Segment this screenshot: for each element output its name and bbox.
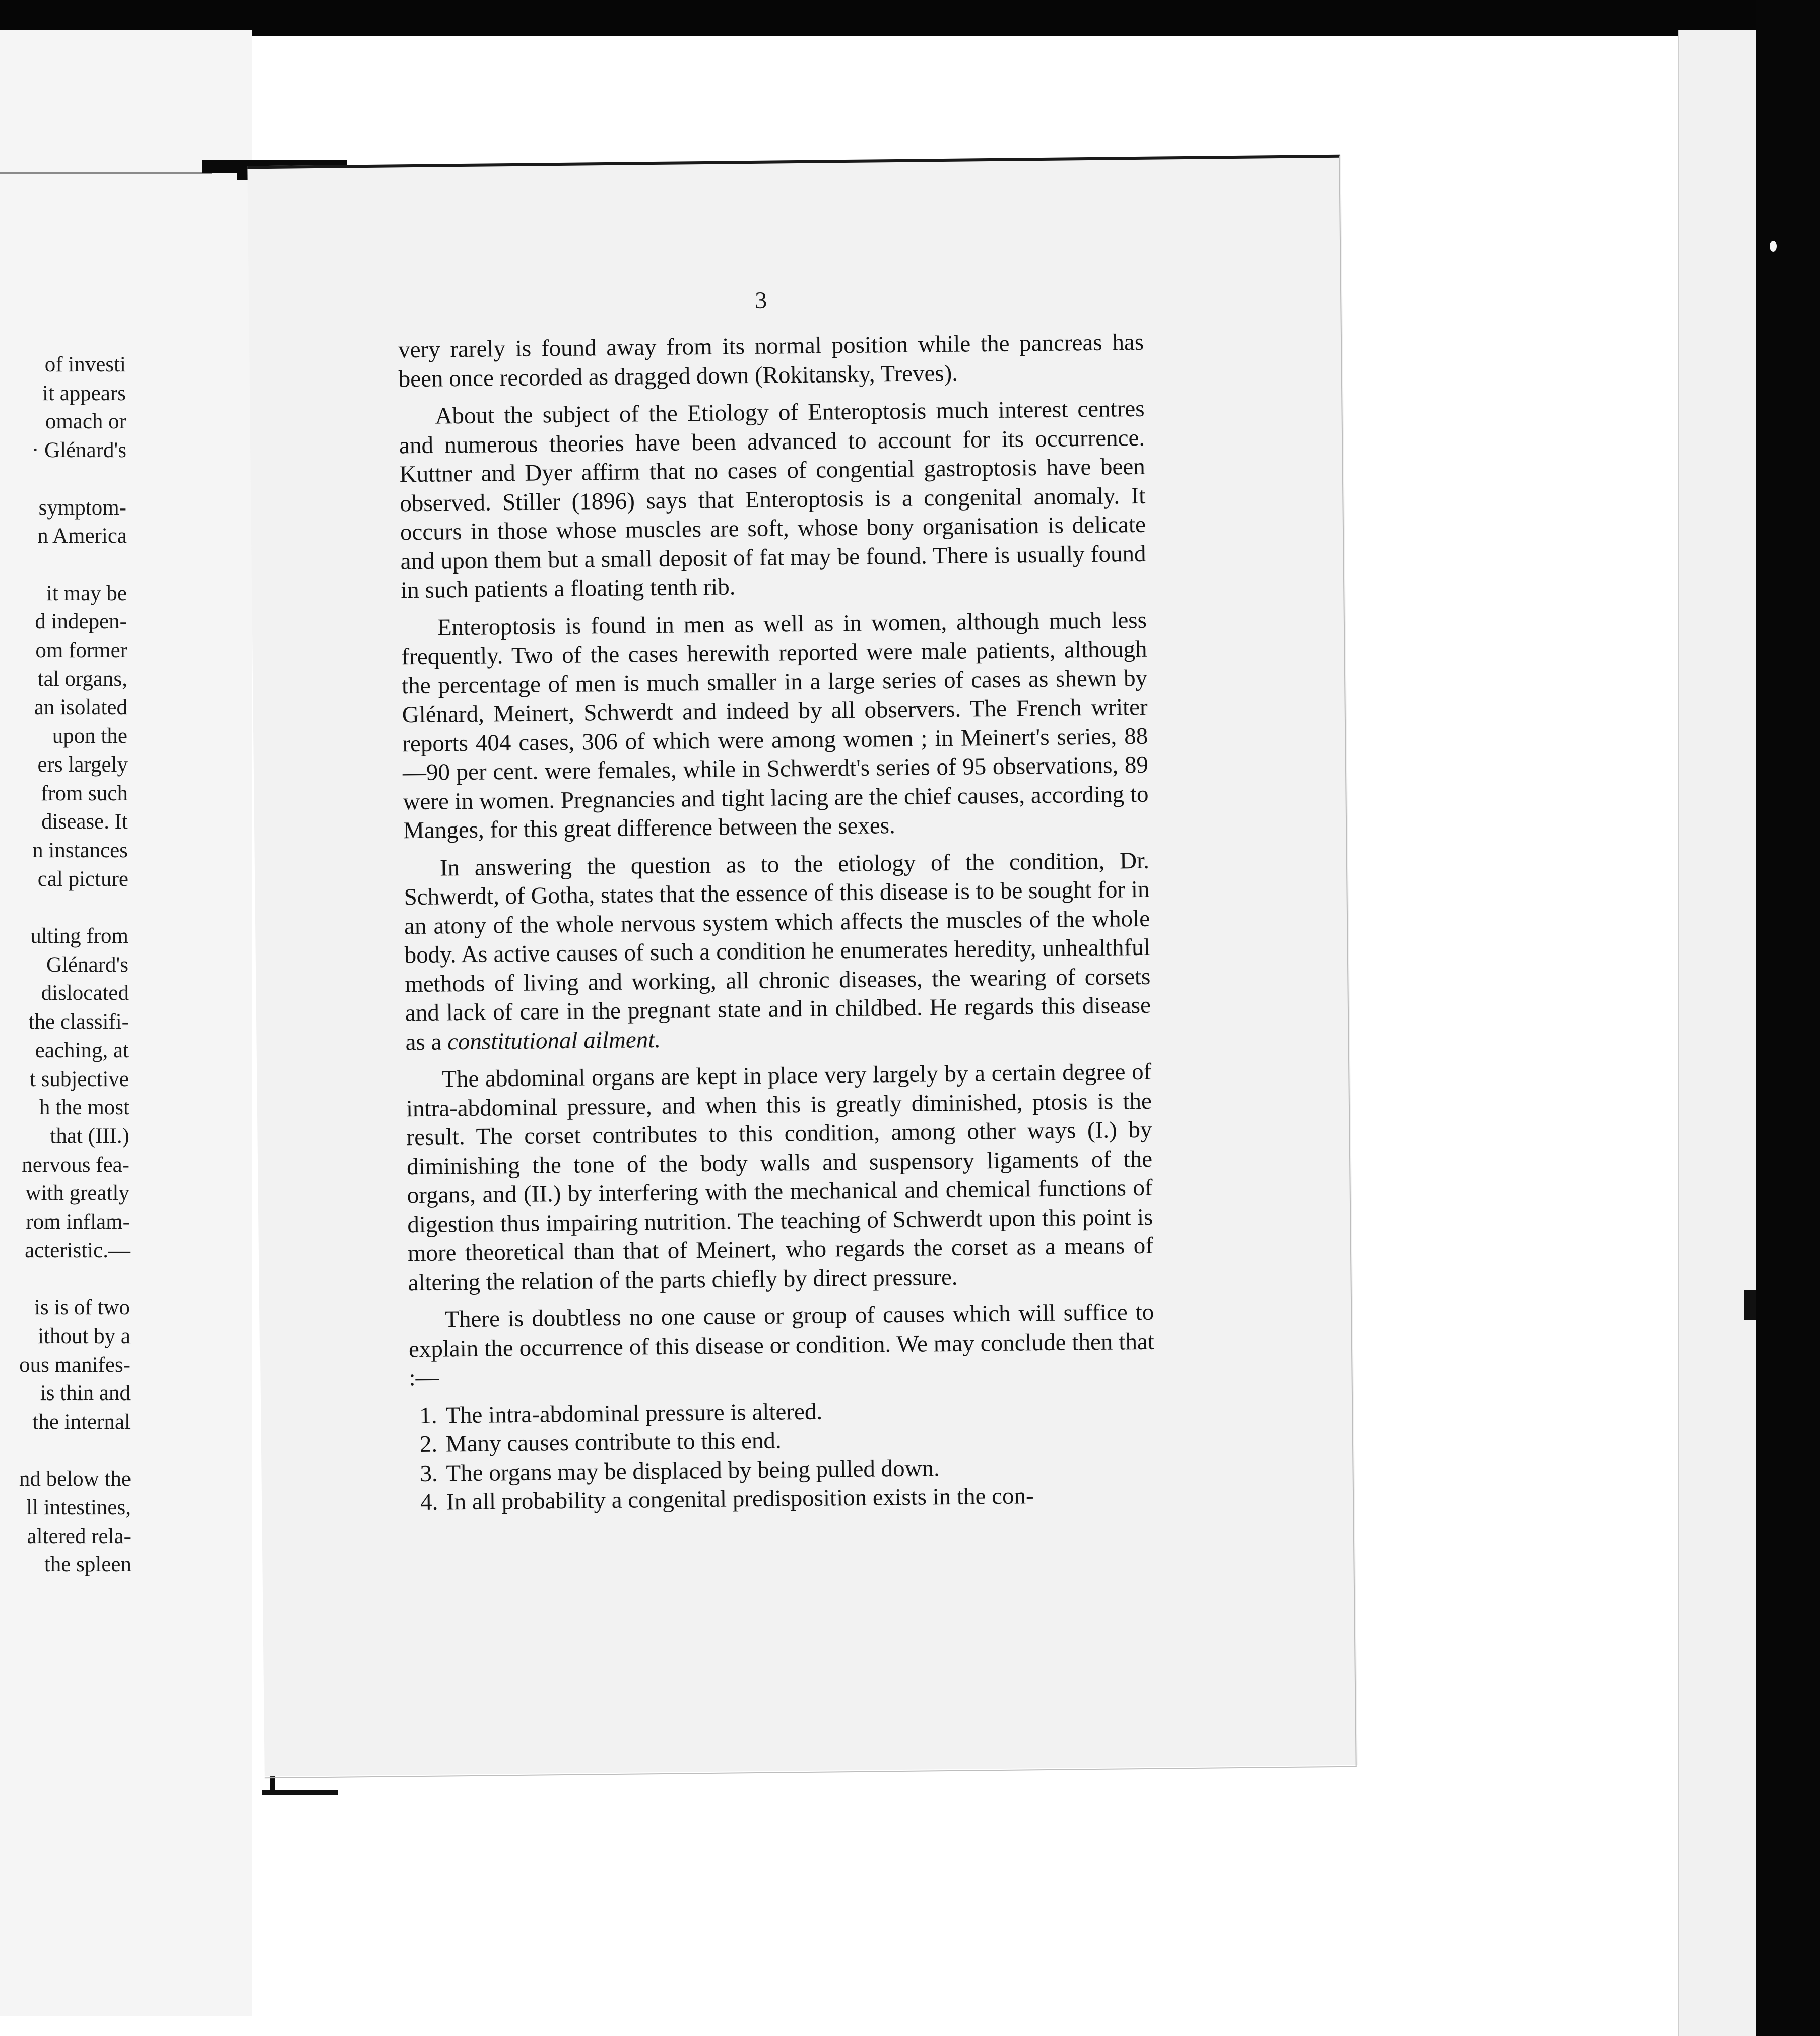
paragraph-text: In answering the question as to the etiology of the condition, Dr. Schwerdt, of Gotha, states that the essence of this disease is to be sought for in an atony of the whole nervous system which affects the muscles of the whole body. As active causes of such a condition he enumerates heredity, unhealthful methods of living and working, all chronic diseases, the wearing of corsets and lack of care in the pregnant state and in childbed. He regards this disease as a (404, 847, 1151, 1055)
left-page-line: it appears (42, 381, 126, 405)
list-number: 3. (420, 1460, 438, 1487)
dust-speck (1770, 241, 1777, 252)
scan-border-right (1756, 0, 1820, 2036)
document-page (247, 155, 1357, 1777)
left-page-line: n America (37, 524, 127, 548)
italic-phrase: constitutional ailment. (447, 1026, 661, 1055)
left-page-line: with greatly (25, 1181, 129, 1205)
left-page-line: nervous fea- (22, 1153, 129, 1177)
paragraph (404, 846, 1151, 1057)
left-page-line: rom inflam- (26, 1210, 130, 1234)
list-number: 4. (420, 1489, 438, 1516)
list-text: In all probability a congenital predisposition exists in the con- (446, 1483, 1034, 1515)
adjacent-page-edge (1678, 30, 1757, 2036)
left-page-line: upon the (52, 724, 127, 748)
left-page-line: is thin and (40, 1381, 131, 1405)
list-text: Many causes contribute to this end. (445, 1427, 782, 1457)
page-number: 3 (754, 287, 767, 314)
list-number: 1. (419, 1402, 437, 1429)
binding-foot (262, 1790, 338, 1795)
list-text: The intra-abdominal pressure is altered. (445, 1398, 823, 1428)
left-page-line: d indepen- (35, 610, 127, 633)
left-page-line: acteristic.— (25, 1239, 130, 1262)
left-page-line: it may be (46, 582, 127, 605)
list-text: The organs may be displaced by being pulled down. (446, 1454, 940, 1486)
left-page-line: the spleen (44, 1553, 132, 1576)
left-page-line: ulting from (30, 924, 128, 948)
adjacent-page-mark (1744, 1290, 1756, 1320)
left-page-line: · Glénard's (31, 438, 126, 462)
left-page-line: ous manifes- (19, 1353, 131, 1377)
left-page-line: is is of two (34, 1296, 130, 1319)
left-page-line: of investi (44, 353, 126, 376)
paragraph: Enteroptosis is found in men as well as in women, although much less frequently. Two of the cases herewith reported were male patients, although the percentage of men is much smaller in a large series of cases as shewn by Glénard, Meinert, Schwerdt and indeed by all observers. The French writer reports 404 cases, 306 of which were among women ; in Meinert's series, 88—90 per cent. were females, while in Schwerdt's series of 95 observations, 89 were in women. Pregnancies and tight lacing are the chief causes, according to Manges, for this great difference between the sexes. (401, 607, 1149, 844)
left-page-line: omach or (45, 410, 126, 433)
left-page-line: dislocated (41, 981, 129, 1005)
left-facing-page (0, 30, 252, 2016)
left-page-line: an isolated (34, 695, 127, 719)
left-page-line: tal organs, (37, 667, 127, 691)
left-page-line: the classifi- (28, 1010, 129, 1034)
left-page-line: Glénard's (46, 953, 128, 977)
paragraph: The abdominal organs are kept in place very largely by a certain degree of intra-abdominal pressure, and when this is greatly diminished, ptosis is the result. The corset contributes to this condition, among other ways (I.) by diminishing the tone of the body walls and suspensory ligaments of the organs, and (II.) by interfering with the mechanical and chemical functions of digestion thus impairing nutrition. The teaching of Schwerdt upon this point is more theoretical than that of Meinert, who regards the corset as a means of altering the relation of the parts chiefly by direct pressure. (406, 1058, 1154, 1296)
left-page-line: nd below the (19, 1467, 131, 1491)
paragraph: About the subject of the Etiology of Enteroptosis much interest centres and numerous theories have been advanced to account for its occurrence. Kuttner and Dyer affirm that no cases of congential gastroptosis have been observed. Stiller (1896) says that Enteroptosis is a congenital anomaly. It occurs in those whose muscles are soft, whose bony organisation is delicate and upon them but a small deposit of fat may be found. There is usually found in such patients a floating tenth rib. (399, 395, 1146, 604)
scan-border-top (0, 0, 1820, 36)
left-page-line: n instances (32, 839, 128, 862)
left-page-line: from such (40, 782, 128, 805)
paragraph: There is doubtless no one cause or group of causes which will suffice to explain the occurrence of this disease or condition. We may conclude then that :— (408, 1299, 1155, 1391)
left-page-line: altered rela- (27, 1524, 131, 1548)
left-page-text (0, 30, 252, 2016)
left-page-line: symptom- (38, 496, 126, 520)
left-page-line: ll intestines, (26, 1496, 131, 1519)
left-page-line: ers largely (37, 753, 128, 777)
left-page-line: ithout by a (38, 1324, 131, 1348)
left-page-line: disease. It (41, 810, 128, 834)
left-page-line: t subjective (29, 1067, 129, 1091)
left-page-line: cal picture (37, 867, 128, 891)
left-page-line: that (III.) (50, 1124, 129, 1148)
left-page-line: h the most (39, 1096, 129, 1119)
body-text (398, 328, 1156, 1517)
left-page-line: eaching, at (35, 1039, 129, 1062)
left-page-line: the internal (32, 1410, 131, 1434)
list-number: 2. (419, 1431, 438, 1458)
conclusion-list (409, 1393, 1156, 1517)
left-page-line: om former (35, 639, 127, 662)
paragraph: very rarely is found away from its normal position while the pancreas has been once recorded as dragged down (Rokitansky, Treves). (398, 329, 1144, 392)
